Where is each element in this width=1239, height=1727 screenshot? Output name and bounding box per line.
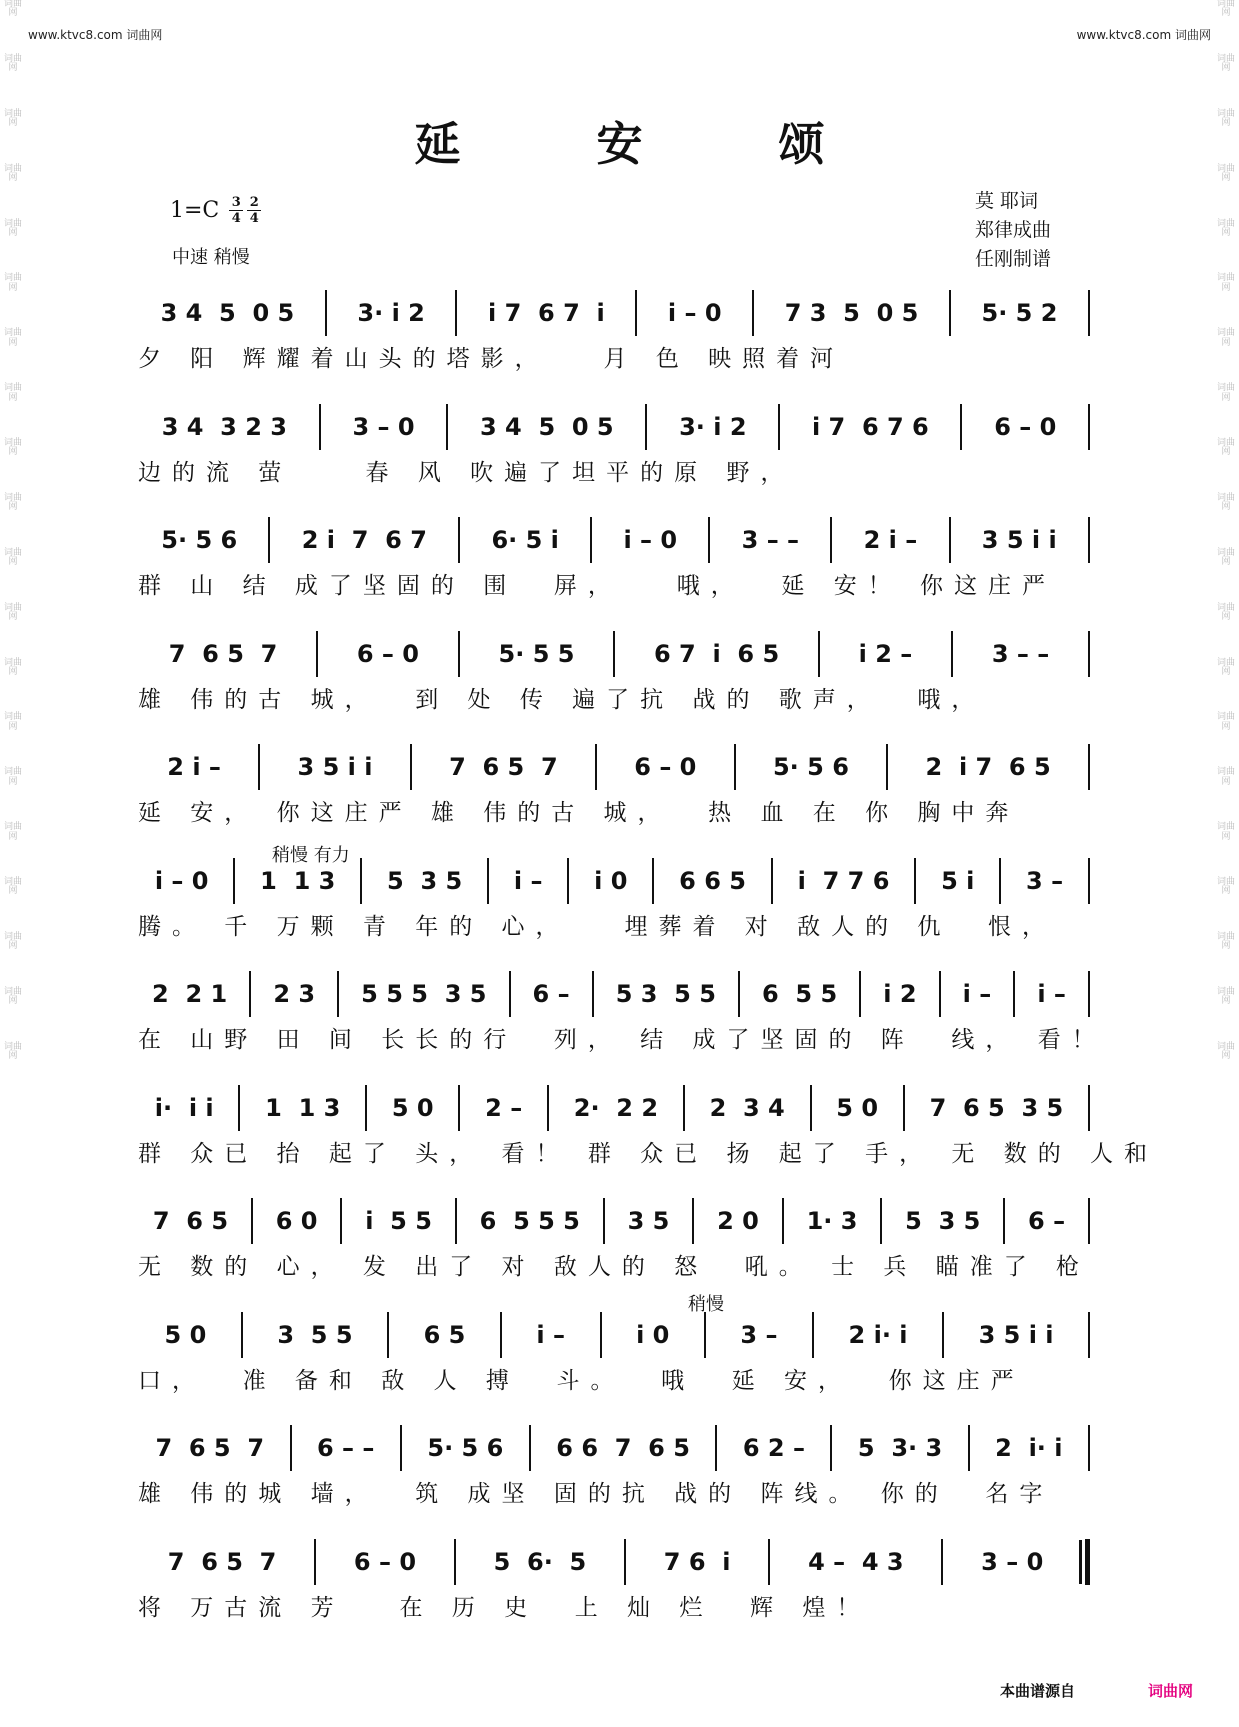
notation-line (138, 971, 1098, 1017)
barline (734, 744, 736, 790)
barline (458, 517, 460, 563)
barline (886, 744, 888, 790)
lyrics-line: 口， 准 备和 敌 人 搏 斗。 哦 延 安， 你这庄严 (138, 1367, 1025, 1394)
key-signature (170, 196, 261, 225)
watermark-text: 词曲网 (3, 1041, 22, 1062)
notation-line (138, 1312, 1098, 1358)
watermark-text: 词曲网 (3, 218, 22, 238)
barline (400, 1425, 402, 1471)
measure: i – 0 (623, 526, 678, 554)
barline (635, 290, 637, 336)
barline (340, 1198, 342, 1244)
measure: 7 6 5 7 (449, 753, 558, 781)
measure: 1 1 3 (260, 866, 336, 895)
barline (455, 1198, 457, 1244)
barline (818, 631, 820, 677)
watermark-text: 词曲网 (1216, 0, 1235, 19)
numbered-score (138, 272, 1159, 1634)
measure: 3 – 0 (981, 1547, 1044, 1576)
watermark-text: 词曲网 (1216, 877, 1235, 897)
score-system (138, 1407, 1098, 1521)
measure: 5 0 (836, 1093, 879, 1122)
watermark-text: 词曲网 (3, 767, 22, 787)
barline (600, 1312, 602, 1358)
measure: 6 – 0 (356, 639, 419, 668)
barline (1088, 1198, 1090, 1244)
watermark-text: 词曲网 (3, 108, 22, 129)
meter-top: 3 (231, 195, 241, 210)
measure: 3 – (740, 1320, 778, 1349)
barline (319, 404, 321, 450)
barline (337, 971, 339, 1017)
watermark-text: 词曲网 (3, 328, 22, 348)
measure: 5 3 5 5 (615, 980, 716, 1008)
time-signature-2 (247, 196, 261, 225)
barline (238, 1085, 240, 1131)
measure: 7 6 5 7 (155, 1434, 265, 1462)
watermark-text: 词曲网 (1216, 383, 1235, 403)
barline (692, 1198, 694, 1244)
barline (1088, 404, 1090, 450)
measure: 6 6 5 (679, 866, 746, 895)
lyrics-line: 无 数的 心， 发 出了 对 敌人的 怒 吼。 士 兵 瞄准了 枪 (138, 1254, 1091, 1280)
composer-credit: 郑律成曲 (975, 219, 1052, 241)
barline (233, 858, 235, 904)
notation-line (138, 631, 1098, 677)
measure: 6 – 0 (353, 1547, 417, 1576)
measure: i – (513, 866, 543, 895)
barline (458, 631, 460, 677)
barline (810, 1085, 812, 1131)
barline (812, 1312, 814, 1358)
measure: i 5 5 (365, 1207, 432, 1235)
measure: 1· 3 (806, 1207, 858, 1235)
score-system (138, 726, 1098, 840)
barline (290, 1425, 292, 1471)
score-system (138, 1521, 1098, 1635)
watermark-text: 词曲网 (1216, 602, 1235, 623)
measure: i – (536, 1320, 566, 1349)
notation-line (138, 517, 1098, 563)
barline (1088, 971, 1090, 1017)
measure: 2 i 7 6 5 (925, 753, 1051, 781)
measure: 2 2 1 (152, 980, 228, 1008)
barline (645, 404, 647, 450)
measure: 3 5 i i (297, 753, 373, 781)
barline (446, 404, 448, 450)
engraver-credit: 任刚制谱 (975, 248, 1052, 270)
barline (782, 1198, 784, 1244)
site-url-left: www.ktvc8.com 词曲网 (28, 28, 163, 42)
measure: i – 0 (154, 866, 209, 895)
measure: i 2 – (858, 639, 913, 668)
measure: 7 6 i (663, 1547, 731, 1576)
barline (771, 858, 773, 904)
barline (1088, 1425, 1090, 1471)
site-url-right: www.ktvc8.com 词曲网 (1076, 28, 1211, 42)
measure: 6 – 0 (994, 412, 1057, 441)
watermark-text: 词曲网 (1216, 986, 1235, 1007)
barline (268, 517, 270, 563)
barline (708, 517, 710, 563)
song-title: 延 安 颂 (414, 117, 885, 171)
barline (1088, 744, 1090, 790)
watermark-text: 词曲网 (3, 383, 22, 403)
time-signatures (229, 196, 261, 225)
watermark-text: 词曲网 (1216, 492, 1235, 513)
barline (547, 1085, 549, 1131)
watermark-text: 词曲网 (3, 986, 22, 1007)
measure: 6 – 0 (634, 753, 697, 781)
measure: 6 6 7 6 5 (556, 1434, 690, 1462)
score-system (138, 499, 1098, 613)
barline (487, 858, 489, 904)
measure: 6 5 5 (762, 980, 838, 1008)
measure: 2 – (485, 1093, 523, 1122)
measure: 2 i – (863, 526, 918, 554)
barline (968, 1425, 970, 1471)
barline (704, 1312, 706, 1358)
measure: 6 – (532, 980, 570, 1008)
right-watermark-strip (1213, 0, 1239, 1727)
measure: 3 4 5 0 5 (160, 299, 295, 327)
barline (960, 404, 962, 450)
score-system (138, 386, 1098, 500)
watermark-text: 词曲网 (1216, 438, 1235, 458)
barline (1088, 517, 1090, 563)
barline (1088, 1085, 1090, 1131)
barline (949, 290, 951, 336)
watermark-text: 词曲网 (1216, 712, 1235, 732)
lyrics-line: 夕 阳 辉耀着山头的塔影， 月 色 映照着河 (138, 346, 845, 372)
barline (509, 971, 511, 1017)
watermark-text: 词曲网 (3, 53, 22, 74)
watermark-text: 词曲网 (1216, 163, 1235, 184)
measure: 2 i· i (848, 1320, 908, 1349)
lyrics-line: 腾。 千 万颗 青 年的 心， 埋葬着 对 敌人的 仇 恨， (138, 913, 1057, 940)
barline (1088, 631, 1090, 677)
measure: 3 5 i i (981, 526, 1057, 554)
watermark-text: 词曲网 (3, 822, 22, 842)
lyrics-line: 延 安， 你这庄严 雄 伟的古 城， 热 血 在 你 胸中奔 (138, 800, 1020, 826)
barline (249, 971, 251, 1017)
barline (1088, 1312, 1090, 1358)
tempo-marking: 中速 稍慢 (172, 247, 250, 268)
notation-line (138, 1198, 1098, 1244)
notation-line (138, 404, 1098, 450)
watermark-text: 词曲网 (1216, 53, 1235, 74)
barline (258, 744, 260, 790)
watermark-text: 词曲网 (1216, 767, 1235, 787)
barline (325, 290, 327, 336)
watermark-text: 词曲网 (1216, 108, 1235, 129)
watermark-text: 词曲网 (3, 657, 22, 677)
barline (603, 1198, 605, 1244)
lyrics-line: 群 山 结 成了坚固的 围 屏， 哦， 延 安！ 你这庄严 (138, 573, 1057, 599)
barline (768, 1539, 770, 1585)
lyrics-line: 边的流 萤 春 风 吹遍了坦平的原 野， (138, 459, 795, 486)
measure: 2 i· i (995, 1434, 1063, 1462)
measure: 4 – 4 3 (808, 1547, 904, 1576)
watermark-text: 词曲网 (1216, 1041, 1235, 1062)
watermark-text: 词曲网 (3, 163, 22, 184)
barline (590, 517, 592, 563)
measure: 5· 5 6 (427, 1434, 504, 1462)
watermark-text: 词曲网 (3, 273, 22, 293)
measure: 2· 2 2 (573, 1093, 659, 1122)
barline (595, 744, 597, 790)
measure: i· i i (154, 1093, 214, 1122)
measure: 6 – (1028, 1207, 1066, 1235)
measure: 3· i 2 (679, 412, 747, 441)
barline (455, 290, 457, 336)
barline (410, 744, 412, 790)
credits (975, 187, 1051, 274)
measure: i 7 7 6 (797, 866, 890, 895)
measure: 7 3 5 0 5 (784, 299, 919, 327)
measure: 5· 5 5 (498, 639, 575, 668)
measure: 3 5 (627, 1207, 670, 1235)
watermark-text: 词曲网 (1216, 328, 1235, 348)
measure: i – (1037, 980, 1066, 1008)
lyrics-line: 雄 伟的古 城， 到 处 传 遍了抗 战的 歌声， 哦， (138, 686, 986, 713)
score-system (138, 1180, 1098, 1294)
lyrics-line: 雄 伟的城 墙， 筑 成坚 固的抗 战的 阵线。 你的 名字 (138, 1481, 1054, 1507)
watermark-text: 词曲网 (3, 547, 22, 568)
measure: 6 5 (423, 1320, 466, 1349)
watermark-text: 词曲网 (3, 0, 22, 19)
barline (859, 971, 861, 1017)
measure: 7 6 5 3 5 (929, 1093, 1064, 1122)
measure: 3 4 5 0 5 (479, 412, 614, 441)
barline (999, 858, 1001, 904)
barline (830, 517, 832, 563)
measure: 3 – 0 (352, 412, 415, 441)
score-system (138, 272, 1098, 386)
barline (458, 1085, 460, 1131)
measure: 6 7 i 6 5 (653, 639, 780, 668)
lyrics-line: 将 万古流 芳 在 历 史 上 灿 烂 辉 煌！ (138, 1594, 871, 1621)
measure: 3 – – (991, 639, 1050, 668)
barline (880, 1198, 882, 1244)
notation-line (138, 1425, 1098, 1471)
measure: 7 6 5 7 (167, 1547, 277, 1576)
measure: 2 i – (167, 753, 221, 781)
barline (903, 1085, 905, 1131)
footer-source-label: 本曲谱源自 (1000, 1682, 1076, 1700)
measure: i 7 6 7 i (488, 299, 605, 327)
barline (314, 1539, 316, 1585)
expression-marking: 稍慢 有力 (272, 845, 350, 866)
meter-top: 2 (249, 195, 259, 210)
measure: 7 6 5 (152, 1207, 229, 1235)
measure: i – (962, 980, 992, 1008)
barline (365, 1085, 367, 1131)
measure: i 7 6 7 6 (811, 412, 929, 441)
key-tonic: 1=C (170, 198, 220, 223)
lyrics-line: 群 众已 抬 起了 头， 看！ 群 众已 扬 起了 手， 无 数的 人和 (138, 1140, 1159, 1167)
score-system (138, 953, 1106, 1067)
measure: i 0 (594, 866, 628, 895)
watermark-text: 词曲网 (1216, 931, 1235, 952)
score-system (138, 1067, 1159, 1181)
measure: 1 1 3 (265, 1093, 341, 1122)
measure: 6· 5 i (491, 526, 559, 554)
watermark-text: 词曲网 (3, 602, 22, 623)
measure: 5 3· 3 (857, 1434, 943, 1462)
measure: 3 5 5 (277, 1320, 353, 1349)
notation-line (138, 1539, 1098, 1585)
notation-line (138, 1085, 1098, 1131)
measure: 2 i 7 6 7 (301, 526, 427, 554)
measure: 7 6 5 7 (168, 639, 278, 668)
barline (592, 971, 594, 1017)
notation-line (138, 290, 1098, 336)
measure: 6 2 – (742, 1434, 805, 1462)
barline (949, 517, 951, 563)
measure: 5· 5 6 (161, 526, 238, 554)
barline (1088, 290, 1090, 336)
barline (567, 858, 569, 904)
measure: 3 4 3 2 3 (161, 412, 287, 441)
measure: 5· 5 2 (981, 299, 1058, 327)
measure: i 2 (883, 980, 917, 1008)
barline (914, 858, 916, 904)
barline (624, 1539, 626, 1585)
barline (951, 631, 953, 677)
measure: 3· i 2 (357, 299, 425, 327)
watermark-text: 词曲网 (1216, 657, 1235, 677)
score-system (138, 613, 1098, 727)
barline (752, 290, 754, 336)
watermark-text: 词曲网 (3, 712, 22, 732)
barline (738, 971, 740, 1017)
measure: 6 – – (317, 1434, 375, 1462)
left-watermark-strip (0, 0, 26, 1727)
barline (613, 631, 615, 677)
barline (942, 1312, 944, 1358)
notation-line (138, 744, 1098, 790)
meter-bottom: 4 (249, 211, 259, 226)
barline (683, 1085, 685, 1131)
barline (778, 404, 780, 450)
watermark-text: 词曲网 (3, 438, 22, 458)
barline (360, 858, 362, 904)
measure: 6 5 5 5 (479, 1207, 580, 1235)
measure: 2 3 4 (709, 1093, 785, 1122)
barline (316, 631, 318, 677)
time-signature-1 (229, 196, 243, 225)
barline (1013, 971, 1015, 1017)
barline (939, 971, 941, 1017)
measure: 5 6· 5 (493, 1547, 587, 1576)
measure: 5 0 (164, 1320, 207, 1349)
measure: 3 – (1026, 866, 1064, 895)
watermark-text: 词曲网 (3, 492, 22, 513)
measure: 5 0 (391, 1093, 434, 1122)
measure: 6 0 (275, 1207, 318, 1235)
measure: i – 0 (667, 299, 722, 327)
measure: 3 5 i i (978, 1320, 1054, 1349)
barline (1088, 858, 1090, 904)
footer-source-site: 词曲网 (1148, 1682, 1194, 1700)
measure: 2 0 (717, 1207, 759, 1235)
barline (387, 1312, 389, 1358)
expression-marking: 稍慢 (688, 1294, 724, 1315)
barline (715, 1425, 717, 1471)
lyrics-line: 在 山野 田 间 长长的行 列， 结 成了坚固的 阵 线， 看！ (138, 1027, 1106, 1053)
final-barline (1085, 1539, 1090, 1585)
measure: 5 3 5 (905, 1207, 981, 1235)
barline (529, 1425, 531, 1471)
barline (1003, 1198, 1005, 1244)
measure: i 0 (636, 1320, 670, 1349)
barline (652, 858, 654, 904)
meter-bottom: 4 (231, 211, 241, 226)
watermark-text: 词曲网 (1216, 822, 1235, 842)
measure: 5· 5 6 (772, 753, 849, 781)
barline (830, 1425, 832, 1471)
watermark-text: 词曲网 (1216, 547, 1235, 568)
measure: 3 – – (741, 526, 800, 554)
barline (454, 1539, 456, 1585)
barline (251, 1198, 253, 1244)
measure: 5 i (941, 866, 975, 895)
watermark-text: 词曲网 (1216, 218, 1235, 238)
watermark-text: 词曲网 (1216, 273, 1235, 293)
lyricist-credit: 莫 耶词 (975, 190, 1039, 212)
barline (941, 1539, 943, 1585)
watermark-text: 词曲网 (3, 931, 22, 952)
watermark-text: 词曲网 (3, 877, 22, 897)
measure: 2 3 (273, 980, 316, 1008)
barline (241, 1312, 243, 1358)
score-system (138, 1294, 1098, 1408)
measure: 5 5 5 3 5 (361, 980, 487, 1008)
measure: 5 3 5 (387, 866, 463, 895)
barline (500, 1312, 502, 1358)
